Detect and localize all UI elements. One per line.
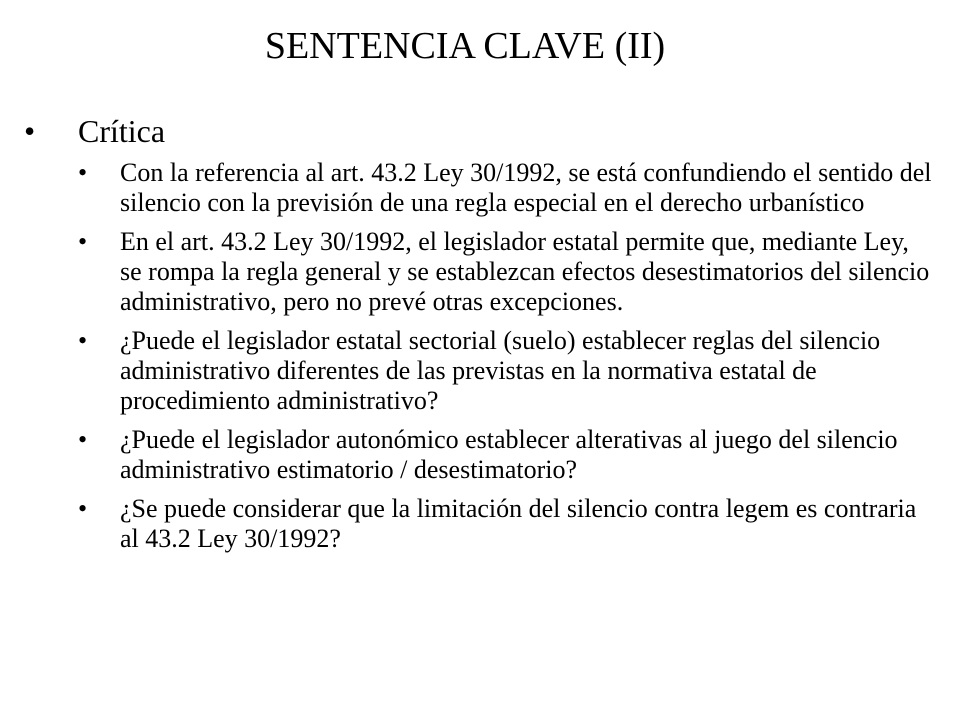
list-item-text: ¿Puede el legislador estatal sectorial (suelo) establecer reglas del silencio administrativo diferentes de las previstas en la normativa estatal de procedimiento administrativo? [120,326,881,415]
list-item-text: ¿Se puede considerar que la limitación del silencio contra legem es contraria al 43.2 Ley 30/1992? [120,494,917,553]
list-item [72,494,932,554]
bullet-icon: • [78,158,88,187]
list-item [72,227,932,317]
list-item [72,326,932,416]
bullet-icon: • [78,425,88,454]
list-item [72,158,932,218]
list-item-text: En el art. 43.2 Ley 30/1992, el legislador estatal permite que, mediante Ley, se rompa la regla general y se establezcan efectos desestimatorios del silencio administrativo, pero no prevé otras excepciones. [120,227,930,316]
bullet-icon: • [24,113,36,149]
sub-bullet-list [72,158,932,563]
main-bullet-label: Crítica [78,113,166,149]
bullet-icon: • [78,494,88,523]
main-bullet [24,110,924,152]
slide-title: SENTENCIA CLAVE (II) [264,25,666,67]
list-item [72,425,932,485]
bullet-icon: • [78,326,88,355]
bullet-icon: • [78,227,88,256]
list-item-text: Con la referencia al art. 43.2 Ley 30/1992, se está confundiendo el sentido del silencio con la previsión de una regla especial en el derecho urbanístico [120,158,932,217]
list-item-text: ¿Puede el legislador autonómico establecer alterativas al juego del silencio administrativo estimatorio / desestimatorio? [120,425,898,484]
main-bullet-row [24,110,924,152]
